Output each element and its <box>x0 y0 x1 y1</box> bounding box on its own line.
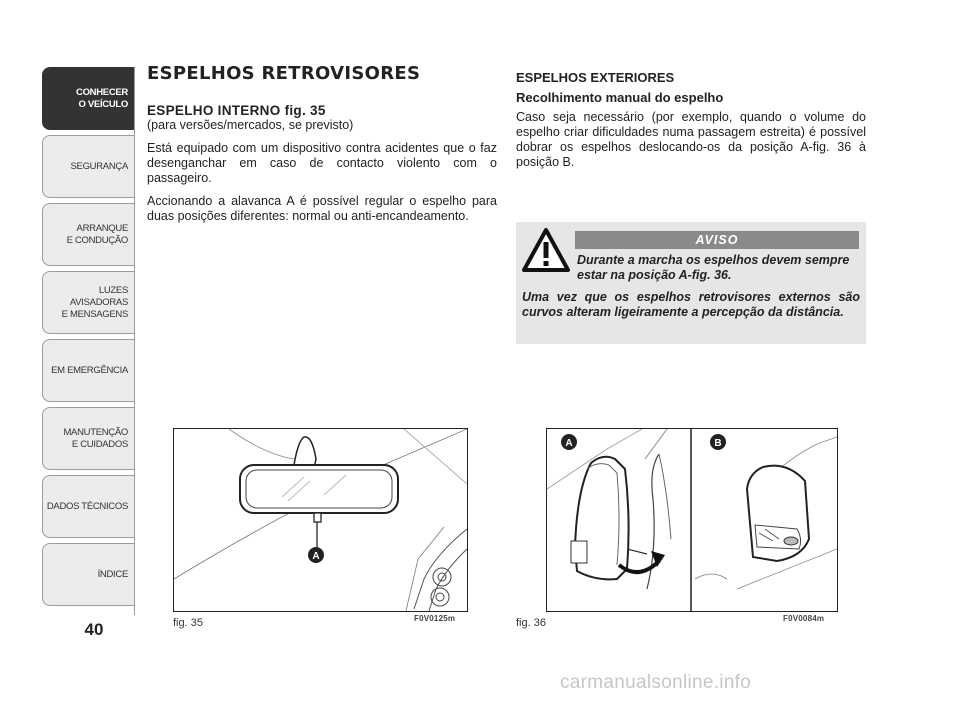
tabs-divider <box>134 67 135 615</box>
marker-b-label: B <box>714 438 722 449</box>
section-title-interior-mirror: ESPELHO INTERNO fig. 35 <box>147 103 326 118</box>
section-subtitle: (para versões/mercados, se previsto) <box>147 118 354 132</box>
figure-35-interior-mirror <box>173 428 468 612</box>
figure-35-code: F0V0125m <box>414 614 456 623</box>
figure-35-caption: fig. 35 <box>173 617 203 629</box>
left-column <box>147 63 497 232</box>
exterior-mirror-illustration <box>547 429 837 611</box>
warning-text-2: Uma vez que os espelhos retrovisores externos são curvos alteram ligeiramente a percepção da distância. <box>522 290 860 319</box>
page-title: ESPELHOS RETROVISORES <box>147 63 421 84</box>
warning-box <box>516 222 866 344</box>
figure-36-code: F0V0084m <box>783 614 825 623</box>
figure-36-caption: fig. 36 <box>516 617 546 629</box>
section-title-exterior-mirrors: ESPELHOS EXTERIORES <box>516 70 675 85</box>
paragraph-1: Está equipado com um dispositivo contra acidentes que o faz desenganchar em caso de contacto violento com o passageiro. <box>147 141 497 185</box>
watermark: carmanualsonline.info <box>560 672 752 693</box>
tab-arranque-e-conducao[interactable]: ARRANQUE E CONDUÇÃO <box>42 203 134 266</box>
section-subtitle-manual-fold: Recolhimento manual do espelho <box>516 90 724 105</box>
tab-indice[interactable]: ÍNDICE <box>42 543 134 606</box>
tab-manutencao-e-cuidados[interactable]: MANUTENÇÃO E CUIDADOS <box>42 407 134 470</box>
warning-label: AVISO <box>575 231 859 249</box>
tab-luzes-avisadoras[interactable]: LUZES AVISADORAS E MENSAGENS <box>42 271 134 334</box>
interior-mirror-illustration <box>174 429 467 611</box>
paragraph-exterior: Caso seja necessário (por exemplo, quando o volume do espelho criar dificuldades numa passagem estreita) é possível dobrar os espelhos deslocando-os da posição A-fig. 36 à posição B. <box>516 110 866 169</box>
page-number: 40 <box>84 620 104 639</box>
tab-dados-tecnicos[interactable]: DADOS TÉCNICOS <box>42 475 134 538</box>
warning-triangle-icon <box>522 228 570 272</box>
warning-text-1: Durante a marcha os espelhos devem sempre estar na posição A-fig. 36. <box>577 253 850 282</box>
tab-conhecer-o-veiculo[interactable]: CONHECER O VEÍCULO <box>42 67 134 130</box>
tab-seguranca[interactable]: SEGURANÇA <box>42 135 134 198</box>
right-column <box>516 70 866 178</box>
marker-a-label: A <box>312 551 320 562</box>
figure-36-exterior-mirrors <box>546 428 838 612</box>
paragraph-2: Accionando a alavanca A é possível regular o espelho para duas posições diferentes: normal ou anti-encandeamento. <box>147 194 497 223</box>
marker-a-label: A <box>565 438 573 449</box>
chapter-tabs <box>42 67 134 611</box>
tab-em-emergencia[interactable]: EM EMERGÊNCIA <box>42 339 134 402</box>
